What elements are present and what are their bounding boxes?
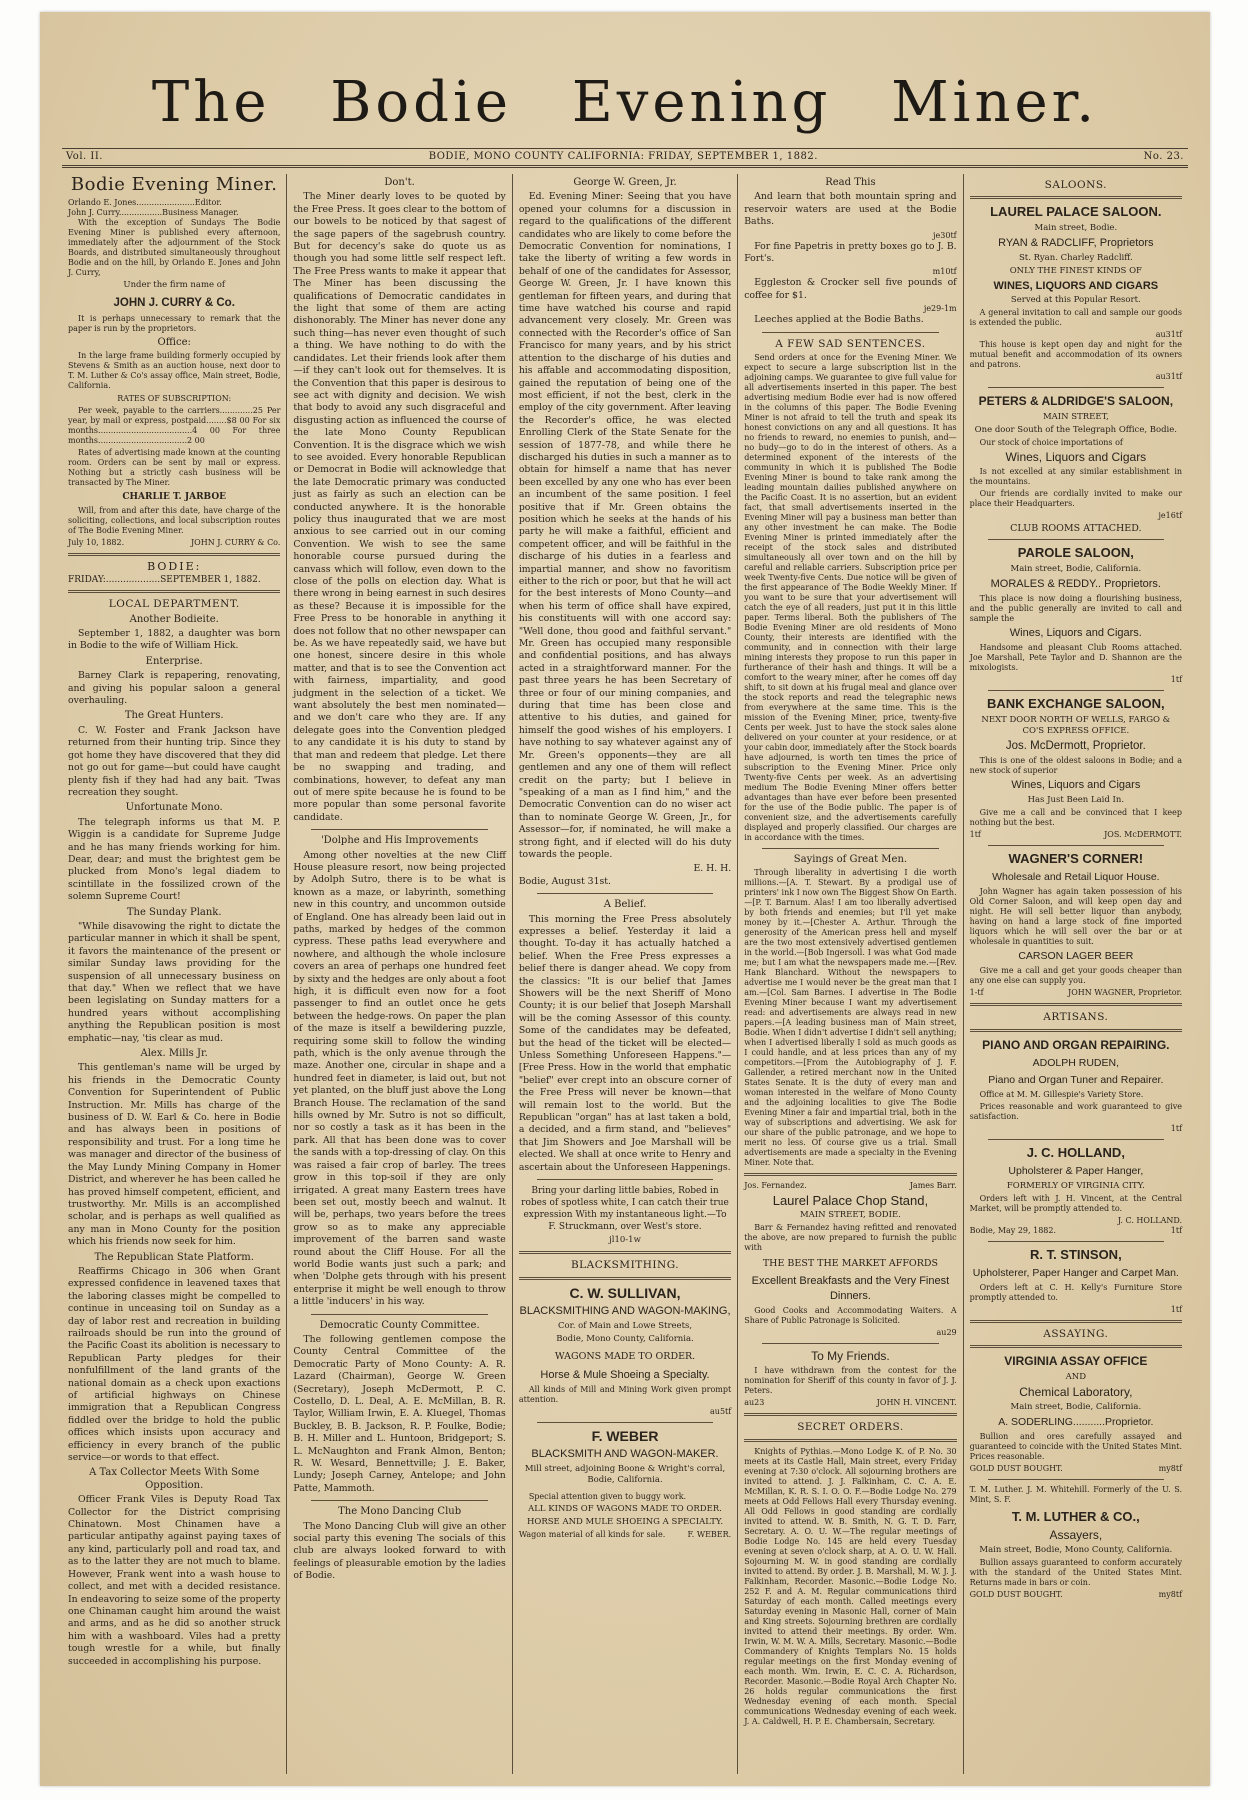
weber-sign-row bbox=[519, 1530, 731, 1540]
column-3 bbox=[513, 174, 738, 1774]
hunters-text: C. W. Foster and Frank Jackson have returned from their hunting trip. Since they got home they have discovered that they did not go out for game—but could have caught plenty fish if they had had any bait. 'Twas recreation they sought. bbox=[68, 724, 281, 798]
sullivan-address: Cor. of Main and Lowe Streets, bbox=[557, 1320, 693, 1331]
mono-heading: Unfortunate Mono. bbox=[125, 802, 223, 814]
laurel-open-code: au31tf bbox=[1155, 372, 1183, 382]
shoeing-line: HORSE AND MULE SHOEING A SPECIALTY. bbox=[526, 1516, 724, 1527]
laurel-names: St. Ryan. Charley Radcliff. bbox=[1018, 253, 1133, 264]
piano-code: 1tf bbox=[1170, 1123, 1183, 1133]
sentences-heading: A FEW SAD SENTENCES. bbox=[775, 337, 926, 350]
friends-text: I have withdrawn from the contest for the nomination for Sheriff of this county in favor of J. J. Peters. bbox=[744, 1366, 957, 1396]
tax-heading: A Tax Collector Meets With Some Opposition. bbox=[89, 1467, 260, 1491]
horse-line: Horse & Mule Shoeing a Specialty. bbox=[540, 1368, 710, 1381]
peters-wines: Wines, Liquors and Cigars bbox=[1005, 450, 1147, 465]
volume: Vol. II. bbox=[66, 151, 103, 162]
piano-prices: Prices reasonable and work guaranteed to give satisfaction. bbox=[969, 1101, 1183, 1121]
papetris-code: m10tf bbox=[932, 267, 957, 277]
plank-heading: The Sunday Plank. bbox=[126, 906, 222, 918]
hunters-heading: The Great Hunters. bbox=[124, 710, 224, 722]
laurel-wines: WINES, LIQUORS AND CIGARS bbox=[993, 280, 1159, 293]
mill-code: au5tf bbox=[710, 1406, 732, 1416]
jarboe-date: July 10, 1882. bbox=[68, 537, 125, 547]
tax-text: Officer Frank Viles is Deputy Road Tax Collector for the District comprising Chinatown. Most Chinamen have a particular antipathy against paying taxes of any kind, particularly poll and road tax, and as to the latter they are not much to blame. However, Frank went into a wash house to collect, and met with a decided resistance. In endeavoring to seize some of the property one Chinaman caught him around the waist and arms, and as he did so another struck him with a washboard. Viles had a pretty tough wrestle for a while, but finally succeeded in accomplishing his purpose. bbox=[68, 1494, 281, 1667]
weber-line: BLACKSMITH AND WAGON-MAKER. bbox=[531, 1447, 719, 1460]
luther-title: T. M. LUTHER & CO., bbox=[1011, 1509, 1140, 1525]
wagner-text: John Wagner has again taken possession of his Old Corner Saloon, and will keep open day and night. He will sell better liquor than anybody, having on hand a large stock of fine imported liquors which he will sell over the bar or at wholesale in quantities to suit. bbox=[969, 887, 1183, 947]
bodie-heading: BODIE: bbox=[147, 559, 202, 573]
mill-text: All kinds of Mill and Mining Work given prompt attention. bbox=[518, 1384, 732, 1404]
holland-date-row bbox=[970, 1226, 1182, 1236]
sullivan-line: BLACKSMITHING AND WAGON-MAKING, bbox=[519, 1304, 731, 1317]
belief-heading: A Belief. bbox=[603, 899, 647, 911]
chop-address: MAIN STREET, BODIE. bbox=[799, 1210, 901, 1221]
rates-note: Rates of advertising made known at the counting room. Orders can be sent by mail or express. Nothing but a strictly cash business will be transacted by The Miner. bbox=[68, 448, 281, 488]
parole-wines: Wines, Liquors and Cigars. bbox=[1009, 627, 1142, 640]
holland-date: Bodie, May 29, 1882. bbox=[969, 1225, 1057, 1235]
jarboe-text: Will, from and after this date, have charge of the soliciting, collections, and local subscription routes of The Bodie Evening Miner. bbox=[68, 505, 281, 535]
laurel-title: LAUREL PALACE SALOON. bbox=[990, 204, 1162, 220]
mono-text: The telegraph informs us that M. P. Wiggin is a candidate for Supreme Judge and he has many friends working for him. Dear, dear; and must the brightest gem be plucked from Mono's legal diadem to scintillate in the fossilized crown of the solemn Supreme Court! bbox=[68, 816, 281, 903]
bodie-date: FRIDAY:...................SEPTEMBER 1, 1882. bbox=[68, 575, 261, 586]
mills-heading: Alex. Mills Jr. bbox=[140, 1048, 208, 1060]
piano-title: PIANO AND ORGAN REPAIRING. bbox=[982, 1037, 1170, 1052]
wagner-sign-row bbox=[970, 988, 1182, 998]
bank-wines: Wines, Liquors and Cigars bbox=[1011, 779, 1141, 792]
bank-address: NEXT DOOR NORTH OF WELLS, FARGO & CO'S EXPRESS OFFICE. bbox=[981, 715, 1171, 737]
peters-code: je16tf bbox=[1158, 511, 1183, 521]
bank-laid: Has Just Been Laid In. bbox=[1027, 795, 1125, 806]
enterprise-text: Barney Clark is repapering, renovating, and giving his popular saloon a general overhauling. bbox=[68, 670, 281, 707]
leeches-text: Leeches applied at the Bodie Baths. bbox=[754, 314, 924, 326]
green-text: Ed. Evening Miner: Seeing that you have opened your columns for a discussion in regard to the qualifications of the different candidates who are likely to come before the Democratic Convention for nominations, I take the liberty of writing a few words in behalf of one of the candidates for Assessor, George W. Green, Jr. I have known this gentleman for fifteen years, and during that time have watched his course and rapid advancement very closely. Mr. Green was connected with the Recorder's office of San Francisco for many years, and by his strict attention to the discharge of his duties and his affable and accommodating disposition, gained the reputation of being one of the most efficient, if not the best, clerk in the employ of the city government. After leaving the Recorder's office, he was elected Enrolling Clerk of the State Senate for the session of 1877-78, and while there he discharged his duties in such a manner as to obtain for himself a name that has never been excelled by any one who has ever been an incumbent of the same position. I feel positive that if Mr. Green obtains the position which he seeks at the hands of his party he will make a faithful, efficient and competent officer, and will be faithful in the discharge of his duties in a fearless and impartial manner, and show no favoritism either to the rich or poor, but that he will act for the best interests of Mono County—and when his term of office shall have expired, his constituents will with one accord say: "Well done, thou good and faithful servant." Mr. Green has occupied many responsible and confidential positions, and has always acted in a straightforward manner. For the past three years he has been Secretary of three or four of our mining companies, and during that time has been close and attentive to his duties, and gained for himself the good wishes of his employers. I have nothing to say whatever against any of Mr. Green's opponents—they are all gentlemen and any one of them will reflect credit on the party; but I believe in "speaking of a man as I find him," and the Democratic Convention can do no wiser act than to nominate George W. Green, Jr., for Assessor—for, if nominated, he will make a strong fight, and if elected will do his duty towards the people. bbox=[518, 191, 732, 860]
wagner-code: 1-tf bbox=[969, 988, 984, 998]
papetris-text: For fine Papetris in pretty boxes go to J. B. Fort's. bbox=[744, 240, 957, 265]
wagner-call: Give me a call and get your goods cheaper than any one else can supply you. bbox=[969, 966, 1183, 986]
wagner-title: WAGNER'S CORNER! bbox=[1008, 851, 1144, 867]
chop-title: Laurel Palace Chop Stand, bbox=[772, 1193, 929, 1209]
office-heading: Office: bbox=[157, 337, 191, 348]
rates-heading: RATES OF SUBSCRIPTION: bbox=[117, 394, 232, 404]
parole-address: Main street, Bodie, California. bbox=[1010, 564, 1142, 575]
jarboe-sign-row bbox=[68, 538, 280, 548]
column-1 bbox=[62, 174, 287, 1774]
masthead: The Bodie Evening Miner. bbox=[151, 70, 1099, 135]
mills-text: This gentleman's name will be urged by his friends in the Democratic County Convention for Superintendent of Public Instruction. Mr. Mills has charge of the business of D. W. Earl & Co. here in Bodie and has always been in positions of responsibility and trust. For a long time he was manager and director of the business of the May Lundy Mining Company in Homer District, and wherever he has been called he has proved himself competent, efficient, and trustworthy. Mr. Mills is an accomplished scholar, and is perhaps as well qualified as any man in Mono County for the position which his friends now seek for him. bbox=[68, 1062, 281, 1248]
committee-text: The following gentlemen compose the County Central Committee of the Democratic Party of Mono County: A. R. Lazard (Chairman), George W. Green (Secretary), Joseph McDermott, P. C. Costello, D. L. Deal, A. E. McMillan, B. R. Taylor, William Irwin, E. A. Kluegel, Thomas Buckley, B. B. Jackson, R. P. Foulke, Bodie; B. H. Miller and L. Huntoon, Bridgeport; S. L. McNaughton and Frank Almon, Benton; R. W. Wesard, Bennettville; J. E. Baker, Lundy; Joseph Carney, Antelope; and John Patte, Mammoth. bbox=[293, 1333, 506, 1494]
friends-sign-row bbox=[744, 1398, 956, 1408]
holland-sign: J. C. HOLLAND. bbox=[1117, 1215, 1183, 1225]
luther-text: Bullion assays guaranteed to conform accurately with the standard of the United States Mint. Returns made in bars or coin. bbox=[969, 1558, 1183, 1588]
sentences-text: Send orders at once for the Evening Miner. We expect to secure a large subscription list in the adjoining camps. We guarantee to give full value for all advertisements inserted in this paper. The best advertising medium Bodie ever had is now offered in the columns of this paper. The Bodie Evening Miner is not afraid to tell the truth and speak its honest convictions on any and all questions. It has no friends to reward, no enemies to punish, and—no budy—go to do in the interest of others. As a determined exponent of the interests of the community in which it is published The Bodie Evening Miner is bound to take rank among the leading mountain dailies published anywhere on the Pacific Coast. It is no assertion, but an evident fact, that small advertisements inserted in the Evening Miner will pay a business man better than any other investment he can make. The Bodie Evening Miner is printed immediately after the receipt of the stock sales and distributed simultaneously all over town and on the hill by careful and reliable carriers. Subscription price per week Twenty-five Cents. Due notice will be given of the first appearance of The Bodie Weekly Miner. If you want to be sure that your advertisement will catch the eye of all readers, just put it in this little paper. Terms liberal. Both the publishers of The Bodie Evening Miner are old residents of Mono County, their interests are identified with the community, and in connection with their large mining interests they propose to run this paper in furtherance of their hash and things. It will be a comfort to the weary miner, after he comes off day shift, to sit down at his frugal meal and glance over the stock reports and read the telegraphic news from everywhere at the same time. This is the mission of the Evening Miner, price, twenty-five Cents per week. Just to have the stock sales alone delivered on your counter at your residence, or at your cabin door, immediately after the Stock boards have adjourned, is worth ten times the price of subscription to the Evening Miner. Price only Twenty-five Cents per week. As an advertising medium The Bodie Evening Miner offers better advantages than have ever before been presented for the use of the Bodie public. The paper is of convenient size, and the advertisements carefully displayed and properly classified. Our charges are in accordance with the times. bbox=[744, 353, 957, 843]
firm-label: Under the firm name of bbox=[123, 280, 225, 290]
chop-owner-right: James Barr. bbox=[909, 1181, 957, 1191]
editor-line: Orlando E. Jones.......................Editor. bbox=[68, 198, 222, 207]
newspaper-page bbox=[40, 12, 1210, 1786]
piano-name: ADOLPH RUDEN, bbox=[1032, 1056, 1119, 1069]
bank-call: Give me a call and be convinced that I keep nothing but the best. bbox=[969, 808, 1183, 828]
green-sign: E. H. H. bbox=[693, 863, 732, 875]
stinson-orders: Orders left at C. H. Kelly's Furniture Store promptly attended to. bbox=[969, 1282, 1183, 1302]
laurel-only: ONLY THE FINEST KINDS OF bbox=[1009, 266, 1142, 277]
peters-stock: Our stock of choice importations of bbox=[979, 438, 1123, 448]
peters-title: PETERS & ALDRIDGE'S SALOON, bbox=[978, 394, 1174, 409]
babies-code: jl10-1w bbox=[609, 1235, 641, 1246]
luther-code: my8tf bbox=[1158, 1590, 1183, 1600]
another-text: September 1, 1882, a daughter was born in Bodie to the wife of William Hick. bbox=[68, 628, 281, 652]
parole-rooms: Handsome and pleasant Club Rooms attached. Joe Marshall, Pete Taylor and D. Shannon are the mixologists. bbox=[969, 643, 1183, 673]
columns bbox=[62, 174, 1188, 1774]
dancing-text: The Mono Dancing Club will give an other social party this evening The socials of this club are always looked forward to with feelings of pleasurable emotion by the ladies of Bodie. bbox=[293, 1520, 506, 1582]
parole-props: MORALES & REDDY.. Proprietors. bbox=[990, 578, 1161, 591]
breakfasts: Excellent Breakfasts and the Very Finest Dinners. bbox=[751, 1275, 950, 1303]
allkinds-line: ALL KINDS OF WAGONS MADE TO ORDER. bbox=[528, 1503, 722, 1514]
luther-names: T. M. Luther. J. M. Whitehill. Formerly of the U. S. Mint, S. F. bbox=[969, 1485, 1183, 1505]
bank-prop: Jos. McDermott, Proprietor. bbox=[1005, 740, 1146, 753]
babies-verse: Bring your darling little babies, Robed in robes of spotless white, I can catch their true expression With my instantaneous light.—To F. Struckmann, over West's store. bbox=[521, 1186, 729, 1233]
peters-location: One door South of the Telegraph Office, Bodie. bbox=[974, 425, 1178, 436]
dolphe-text: Among other novelties at the new Cliff House pleasure resort, now being projected by Adolph Sutro, there is to be what is known as a maze, or labyrinth, something new in this country, and uncommon outside of England. One has already been laid out in paths, marked by hedges of the common cypress. These paths lead everywhere and nowhere, and although the whole inclosure covers an area of perhaps one hundred feet by sixty and the hedges are only about a foot high, it is difficult even now for a foot passenger to find an outlet once he gets between the hedge-rows. On paper the plan of the maze is itself a bewildering puzzle, requiring some skill to follow the winding path, which is the only avenue through the maze. Another one, circular in shape and a hundred feet in diameter, is laid out, but not yet planted, on the bluff just above the Long Branch House. The reclamation of the sand hills owned by Mr. Sutro is not so difficult, nor so costly a task as it has been in the park. All that has been done was to cover the sands with a top-dressing of clay. On this was raised a fair crop of barley. The trees grow in this top-soil if they are only irrigated. A great many Eastern trees have been set out, mostly beech and walnut. It will be, perhaps, two years before the trees grow so as to make any appreciable improvement of the barren sand waste round about the Cliff House. For all the world Bodie wants just such a park; and when 'Dolphe gets through with his present enterprise it might be well enough to throw a little 'inducers' in his way. bbox=[293, 849, 506, 1308]
dateline bbox=[62, 148, 1188, 168]
luther-gold-row bbox=[970, 1590, 1182, 1600]
bank-code: 1tf bbox=[969, 830, 981, 840]
office-text: In the large frame building formerly occupied by Stevens & Smith as an auction house, next door to T. M. Luther & Co's assay office, Main street, Bodie, California. bbox=[68, 351, 281, 391]
chop-text: Barr & Fernandez having refitted and renovated the above, are now prepared to furnish the public with bbox=[744, 1223, 957, 1253]
dont-heading: Don't. bbox=[384, 177, 415, 188]
intro-text: With the exception of Sundays The Bodie Evening Miner is published every afternoon, immediately after the adjournment of the Stock Boards, and distributed simultaneously throughout Bodie and on the hill, by Orlando E. Jones and John J. Curry, bbox=[68, 218, 281, 277]
manager-line: John J. Curry.................Business Manager. bbox=[68, 208, 239, 217]
platform-heading: The Republican State Platform. bbox=[94, 1251, 254, 1263]
dont-text: The Miner dearly loves to be quoted by the Free Press. It goes clear to the bottom of our bowels to be noticed by that sagest of the sage papers of the sagebrush country. But for decency's sake do quote us as though you had some little self respect left. The Free Press wants to make it appear that The Miner has been discussing the qualifications of Democratic candidates in the light that some of them are acting dishonorably. The Miner has never done any such thing—has never even thought of such a thing. We have nothing to do with the candidates. Let their friends look after them—if they can't look out for themselves. It is the Convention that this paper is desirous to see act with dignity and decision. We wish that body to avoid any such disgraceful and disgusting action as influenced the course of the late Mono County Republican Convention. It is the disgrace which we wish to see avoided. Every honorable Republican or Democrat in Bodie will acknowledge that the late Democratic primary was conducted just as fairly as such an election can be conducted anywhere. It is the honorable policy thus inaugurated that we are most anxious to see carried out in our coming Convention. We wish to see the same honorable course pursued during the canvass which will follow, even down to the close of the polls on election day. What is there wrong in being earnest in such desires as these? Because it is impossible for the Free Press to be honorable in anything it does not follow that no other newspaper can be. As we have repeatedly said, we have but one honest, sincere desire in this whole matter, and that is to see the Convention act with fairness, impartiality, and good judgment in the selection of a ticket. We want absolutely the best men nominated—and we don't care who they are. If any delegate goes into the Convention pledged to any candidate it is his duty to stand by that man and redeem that pledge. Let there be no swapping and trading, and combinations, however, to defeat any man out of mere spite because he is found to be more popular than some personal favorite candidate. bbox=[293, 191, 506, 823]
virginia-gold: GOLD DUST BOUGHT. bbox=[969, 1464, 1063, 1474]
bank-title: BANK EXCHANGE SALOON, bbox=[986, 696, 1165, 712]
luther-gold: GOLD DUST BOUGHT. bbox=[969, 1590, 1063, 1600]
saloons-heading: SALOONS. bbox=[1044, 179, 1107, 191]
secret-orders-text: Knights of Pythias.—Mono Lodge K. of P. No. 30 meets at its Castle Hall, Main street, every Friday evening at 7:30 o'clock. All sojourning brothers are invited to attend. J. J. Falkinham, C. C. A. E. McMillan, K. R. S. I. O. O. F.—Bodie Lodge No. 279 meets at Odd Fellows Hall every Thursday evening. All Odd Fellows in good standing are cordially invited to attend. W. B. Smith, N. G. T. D. Farr, Secretary. A. O. U. W.—The regular meetings of Bodie Lodge No. 145 are held every Tuesday evening at seven o'clock sharp, at A. O. U. W. Hall. Sojourning M. W. in good standing are cordially invited to attend. By order. J. B. Marshall, M. W. J. J. Falkinham, Recorder. Masonic.—Bodie Lodge No. 252 F. and A. M. Regular communications third Saturday of each month. Called meetings every Saturday evening in Masonic Hall, corner of Main and King streets. Sojourning brethren are cordially invited to attend their meetings. By order. Wm. Irwin, W. M. W. A. Mills, Secretary. Masonic.—Bodie Commandery of Knights Templars No. 15 holds regular meetings on the first Monday evening of each month. Wm. Irwin, E. C. C. A. Richardson, Recorder. Masonic.—Bodie Royal Arch Chapter No. 26 holds regular communications the first Wednesday evening of each month. Special communications Wednesday evening of each week. J. A. Caldwell, H. P. E. Chambersain, Secretary. bbox=[744, 1446, 957, 1726]
paper-title: Bodie Evening Miner. bbox=[70, 174, 278, 195]
jarboe-heading: CHARLIE T. JARBOE bbox=[122, 492, 227, 503]
laurel-invite: A general invitation to call and sample our goods is extended the public. bbox=[969, 308, 1183, 328]
laurel-code: au31tf bbox=[1155, 330, 1183, 340]
column-2 bbox=[287, 174, 512, 1774]
peters-friends: Our friends are cordially invited to make our place their Headquarters. bbox=[969, 489, 1183, 509]
read-code: je30tf bbox=[933, 230, 957, 240]
column-4 bbox=[738, 174, 963, 1774]
club-rooms: CLUB ROOMS ATTACHED. bbox=[1010, 523, 1142, 535]
good-cooks-code: au29 bbox=[936, 1328, 957, 1338]
wagner-sign: JOHN WAGNER, Proprietor. bbox=[1068, 988, 1183, 998]
luther-address: Main street, Bodie, Mono County, California. bbox=[979, 1545, 1173, 1556]
good-cooks: Good Cooks and Accommodating Waiters. A Share of Public Patronage is Solicited. bbox=[744, 1306, 957, 1326]
place-date: BODIE, MONO COUNTY CALIFORNIA: FRIDAY, SEPTEMBER 1, 1882. bbox=[428, 151, 818, 162]
remark-text: It is perhaps unnecessary to remark that the paper is run by the proprietors. bbox=[68, 314, 281, 333]
wagons-line: WAGONS MADE TO ORDER. bbox=[554, 1350, 696, 1362]
stinson-role: Upholsterer, Paper Hanger and Carpet Man. bbox=[972, 1266, 1179, 1279]
firm-name: JOHN J. CURRY & Co. bbox=[113, 297, 235, 309]
local-department-heading: LOCAL DEPARTMENT. bbox=[108, 598, 240, 611]
dancing-heading: The Mono Dancing Club bbox=[338, 1506, 462, 1518]
friends-heading: To My Friends. bbox=[811, 1349, 890, 1364]
parole-code: 1tf bbox=[1170, 675, 1183, 685]
blacksmithing-heading: BLACKSMITHING. bbox=[570, 1259, 680, 1272]
laurel-props: RYAN & RADCLIFF, Proprietors bbox=[998, 237, 1154, 250]
dolphe-heading: 'Dolphe and His Improvements bbox=[320, 835, 479, 847]
artisans-heading: ARTISANS. bbox=[1043, 1011, 1109, 1024]
plank-text: "While disavowing the right to dictate the particular manner in which it shall be spent, it favors the maintenance of the present or similar Sunday laws providing for the suspension of all unnecessary business on that day." When we reflect that we have been legislating on Sunday matters for a hundred years without accomplishing anything the Republican position is most emphatic—nay, 'tis clear as mud. bbox=[68, 920, 281, 1044]
parole-title: PAROLE SALOON, bbox=[1017, 545, 1134, 561]
wagon-material: Wagon material of all kinds for sale. bbox=[518, 1529, 666, 1539]
laurel-open: This house is kept open day and night for the mutual benefit and accommodation of its owners and patrons. bbox=[969, 340, 1183, 370]
chop-owner-left: Jos. Fernandez. bbox=[744, 1181, 807, 1191]
jarboe-sign: JOHN J. CURRY & Co. bbox=[190, 537, 281, 547]
holland-role: Upholsterer & Paper Hanger, bbox=[1008, 1164, 1144, 1177]
read-text: And learn that both mountain spring and reservoir waters are used at the Bodie Baths. bbox=[744, 191, 957, 228]
peters-excelled: Is not excelled at any similar establishment in the mountains. bbox=[969, 467, 1183, 487]
bank-text: This is one of the oldest saloons in Bodie; and a new stock of superior bbox=[969, 756, 1183, 776]
virginia-address: Main street, Bodie, California. bbox=[1010, 1402, 1142, 1413]
weber-address: Mill street, adjoining Boone & Wright's corral, Bodie, California. bbox=[524, 1463, 726, 1485]
virginia-lab: Chemical Laboratory, bbox=[1019, 1385, 1133, 1400]
piano-office: Office at M. M. Gillespie's Variety Store. bbox=[979, 1089, 1144, 1099]
luther-role: Assayers, bbox=[1049, 1528, 1103, 1543]
stinson-code: 1tf bbox=[1170, 1304, 1183, 1314]
virginia-and: AND bbox=[1065, 1372, 1087, 1383]
sayings-text: Through liberality in advertising I die worth millions.—[A. T. Stewart. By a prodigal use of printers' ink I now own The Biggest Show On Earth.—[P. T. Barnum. Alas! I am too liberally advertised by both friends and enemies; but I'll yet make money by it.—[Chester A. Arthur. Through the generosity of the American press hell and myself are the two most extensively advertised gentlemen in the world.—[Bob Ingersoll. I was what God made me; but I am what the newspapers made me.—[Rev. Hank Blanchard. Without the newspapers to advertise me I would never be the great man that I am.—[Col. Sam Barnes. I advertise in The Bodie Evening Miner because I want my advertisement read: and advertisements are always read in new papers.—[A leading business man of Main street, Bodie. When I didn't advertise I didn't sell anything; when I advertised liberally I sold as much goods as I could handle, and at less prices than any of my competitors.—[From the Autobiography of J. F. Gallender, a retired merchant now in the United States Senate. It is the duty of every man and woman interested in the welfare of Mono County and the adjoining localities to give The Bodie Evening Miner a fair and impartial trial, both in the way of subscriptions and advertising. We ask for our share of the public patronage, and we hope to merit no less. Of course give us a trial. Small advertisements are made a specialty in the Evening Miner. Note that. bbox=[744, 868, 957, 1168]
friends-sign: JOHN H. VINCENT. bbox=[876, 1398, 957, 1408]
rates-text: Per week, payable to the carriers.............25 Per year, by mail or express, postpaid........$8 00 For six months.....................................4 00 For three months...................................2 00 bbox=[68, 406, 281, 446]
sayings-heading: Sayings of Great Men. bbox=[793, 854, 908, 866]
special-text: Special attention given to buggy work. bbox=[528, 1491, 687, 1501]
friends-code: au23 bbox=[744, 1398, 765, 1408]
issue-number: No. 23. bbox=[1143, 151, 1184, 162]
chop-owners bbox=[744, 1181, 956, 1191]
virginia-prop: A. SODERLING...........Proprietor. bbox=[998, 1416, 1154, 1429]
green-date: Bodie, August 31st. bbox=[518, 875, 611, 887]
weber-name: F. WEBER bbox=[591, 1427, 659, 1444]
eggleston-code: je29-1m bbox=[923, 304, 957, 314]
platform-text: Reaffirms Chicago in 306 when Grant expressed confidence in leavened taxes that the laboring classes might be compelled to continue in unceasing toil on Sunday as a day of labor rest and recreation in building railroads should be run into the ground of the Pacific Coast its abolition is necessary to Republican Party pledges for their nonfulfillment of the land grants of the national domain as a check upon exactions of artificial highways on Chinese immigration that a Republican Congress fiddled over the bridge to hold the public offices which insists upon accuracy and efficiency in every branch of the public service—or words to that effect. bbox=[68, 1265, 281, 1464]
holland-code: 1tf bbox=[1170, 1225, 1183, 1235]
parole-text: This place is now doing a flourishing business, and the public generally are invited to call and sample the bbox=[969, 594, 1183, 624]
virginia-title: VIRGINIA ASSAY OFFICE bbox=[1004, 1354, 1148, 1369]
virginia-code: my8tf bbox=[1158, 1464, 1183, 1474]
sullivan-name: C. W. SULLIVAN, bbox=[569, 1284, 681, 1301]
best-market: THE BEST THE MARKET AFFORDS bbox=[762, 1258, 938, 1270]
assaying-heading: ASSAYING. bbox=[1043, 1327, 1109, 1340]
sullivan-city: Bodie, Mono County, California. bbox=[556, 1333, 694, 1344]
bank-sign: JOS. McDERMOTT. bbox=[1104, 830, 1183, 840]
holland-title: J. C. HOLLAND, bbox=[1026, 1144, 1125, 1160]
holland-orders: Orders left with J. H. Vincent, at the Central Market, will be promptly attended to. bbox=[969, 1193, 1183, 1213]
another-heading: Another Bodieite. bbox=[129, 613, 219, 625]
piano-role: Piano and Organ Tuner and Repairer. bbox=[988, 1073, 1164, 1086]
carson-beer: CARSON LAGER BEER bbox=[1018, 950, 1134, 963]
weber-sign: F. WEBER. bbox=[687, 1529, 732, 1539]
virginia-text: Bullion and ores carefully assayed and guaranteed to coincide with the United States Mint. Prices reasonable. bbox=[969, 1432, 1183, 1462]
green-heading: George W. Green, Jr. bbox=[573, 177, 677, 188]
wagner-sub: Wholesale and Retail Liquor House. bbox=[992, 871, 1160, 884]
belief-text: This morning the Free Press absolutely expresses a belief. Yesterday it laid a thought. To-day it has actually hatched a belief. When the Free Press expresses a belief there is danger ahead. We copy from the classics: "It is our belief that James Showers will be the next Sheriff of Mono County; it is our belief that Joseph Marshall will be the coming Assessor of this county. Some of the candidates may be defeated, but the head of the ticket will be elected—Unless Something Unforeseen Happens."—[Free Press. How in the world that emphatic "belief" ever crept into an obscure corner of the Free Press will never be known—that will remain lost to the world. But the Republican "organ" has at last taken a bold, a decided, and a firm stand, and "believes" that Jim Showers and Joe Marshall will be elected. We shall at once write to Henry and ascertain about the Unforeseen Happenings. bbox=[518, 913, 732, 1173]
bank-sign-row bbox=[970, 830, 1182, 840]
column-5 bbox=[964, 174, 1188, 1774]
laurel-address: Main street, Bodie. bbox=[1034, 223, 1118, 234]
virginia-gold-row bbox=[970, 1464, 1182, 1474]
secret-orders-heading: SECRET ORDERS. bbox=[797, 1421, 904, 1434]
stinson-title: R. T. STINSON, bbox=[1029, 1246, 1122, 1262]
enterprise-heading: Enterprise. bbox=[145, 655, 203, 667]
eggleston-text: Eggleston & Crocker sell five pounds of coffee for $1. bbox=[744, 277, 957, 301]
read-heading: Read This bbox=[825, 177, 876, 188]
committee-heading: Democratic County Committee. bbox=[319, 1319, 480, 1331]
laurel-served: Served at this Popular Resort. bbox=[1010, 295, 1141, 306]
holland-former: FORMERLY OF VIRGINIA CITY. bbox=[1006, 1180, 1145, 1191]
peters-address: MAIN STREET, bbox=[1042, 412, 1109, 423]
